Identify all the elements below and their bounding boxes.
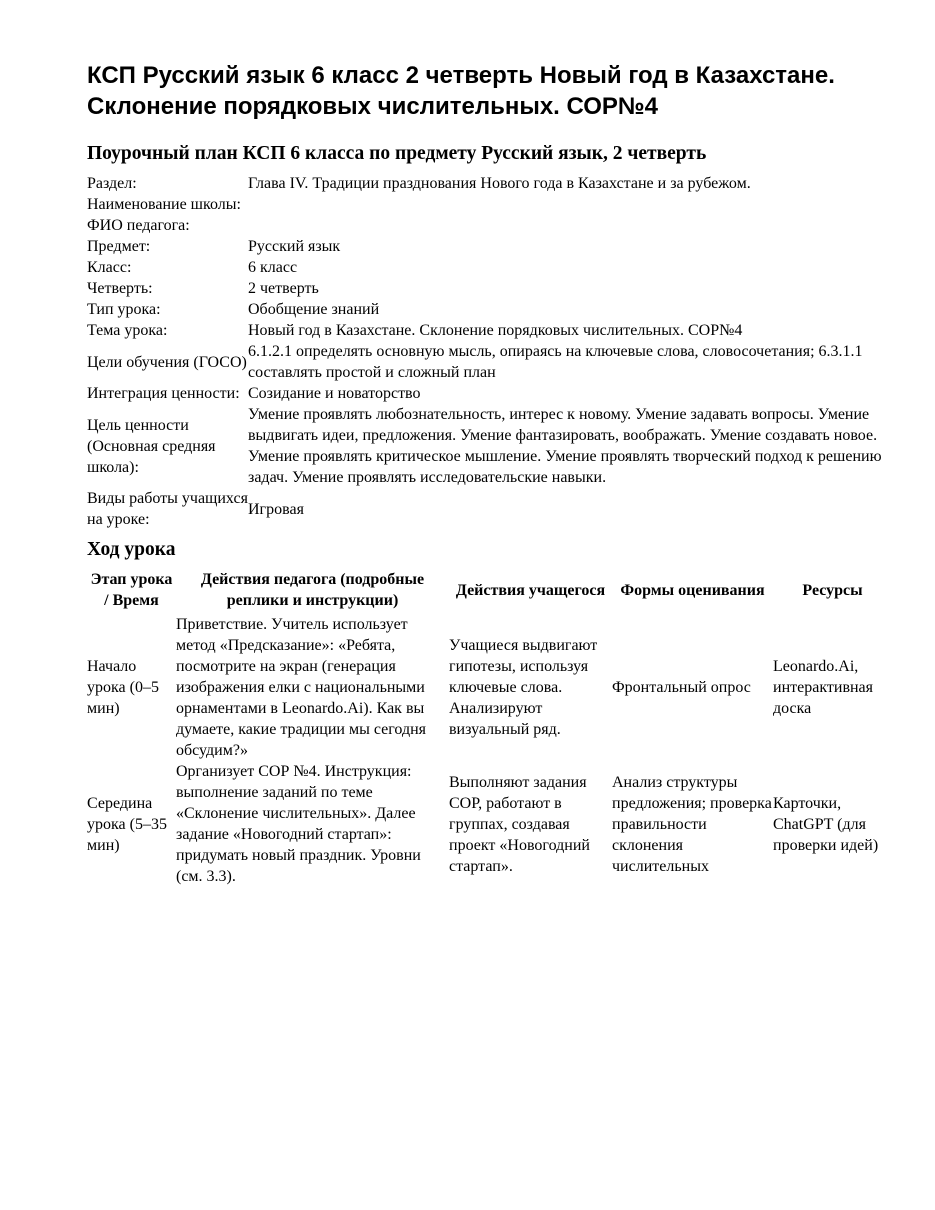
info-value: Созидание и новаторство [248, 385, 421, 402]
document-title: КСП Русский язык 6 класс 2 четверть Новый год в Казахстане. Склонение порядковых числительных. СОР№4 [87, 62, 835, 120]
info-value [248, 215, 892, 236]
info-value: Новый год в Казахстане. Склонение порядковых числительных. СОР№4 [248, 322, 743, 339]
lesson-info-table [87, 173, 892, 530]
info-label: Раздел: [87, 175, 137, 192]
table-cell: Учащиеся выдвигают гипотезы, используя ключевые слова. Анализируют визуальный ряд. [449, 637, 598, 738]
info-label: Класс: [87, 259, 132, 276]
info-label: Цель ценности (Основная средняя школа): [87, 416, 216, 476]
info-row [87, 488, 892, 530]
lesson-heading: Ход урока [87, 539, 176, 560]
document-page [87, 60, 892, 887]
table-header-row [87, 569, 892, 614]
info-label: Наименование школы: [87, 196, 241, 213]
table-cell: Середина урока (5–35 мин) [87, 794, 167, 854]
info-row [87, 257, 892, 278]
info-value: Обобщение знаний [248, 301, 380, 318]
info-label: Цели обучения (ГОСО) [87, 353, 247, 371]
info-value: 2 четверть [248, 280, 319, 297]
info-value: 6.1.2.1 определять основную мысль, опираясь на ключевые слова, словосочетания; 6.3.1.1 составлять простой и сложный план [248, 343, 863, 381]
column-header: Ресурсы [802, 581, 863, 599]
table-row [87, 614, 892, 761]
column-header: Формы оценивания [620, 581, 765, 599]
table-cell: Анализ структуры предложения; проверка правильности склонения числительных [612, 773, 772, 875]
info-label: Предмет: [87, 238, 151, 255]
table-cell: Организует СОР №4. Инструкция: выполнение заданий по теме «Склонение числительных». Далее задание «Новогодний стартап»: придумать новый праздник. Уровни (см. 3.3). [176, 763, 421, 885]
table-cell: Приветствие. Учитель использует метод «Предсказание»: «Ребята, посмотрите на экран (генерация изображения елки с национальными орнаментами в Leonardo.Ai). Как вы думаете, какие традиции мы сегодня обсудим?» [176, 616, 427, 759]
plan-heading: Поурочный план КСП 6 класса по предмету Русский язык, 2 четверть [87, 143, 707, 164]
info-row [87, 341, 892, 383]
column-header: Действия педагога (подробные реплики и инструкции) [200, 571, 425, 609]
info-row [87, 320, 892, 341]
info-label: Интеграция ценности: [87, 385, 240, 402]
table-cell: Карточки, ChatGPT (для проверки идей) [773, 794, 879, 854]
table-cell: Начало урока (0–5 мин) [87, 658, 159, 717]
info-row [87, 404, 892, 488]
info-label: ФИО педагога: [87, 217, 190, 234]
column-header: Этап урока / Время [90, 571, 173, 609]
info-row [87, 194, 892, 215]
table-cell: Фронтальный опрос [612, 679, 751, 696]
info-value [248, 194, 892, 215]
table-cell: Leonardo.Ai, интерактивная доска [773, 658, 874, 717]
info-value: Глава IV. Традиции празднования Нового года в Казахстане и за рубежом. [248, 175, 751, 192]
column-header: Действия учащегося [455, 581, 606, 599]
info-value: 6 класс [248, 259, 298, 276]
info-row [87, 236, 892, 257]
info-label: Тип урока: [87, 301, 161, 318]
info-value: Игровая [248, 500, 304, 518]
info-value: Русский язык [248, 238, 341, 255]
info-row [87, 173, 892, 194]
info-label: Четверть: [87, 280, 153, 297]
info-row [87, 299, 892, 320]
lesson-flow-table [87, 569, 892, 887]
info-row [87, 215, 892, 236]
info-row [87, 383, 892, 404]
info-label: Виды работы учащихся на уроке: [87, 490, 248, 528]
table-row [87, 761, 892, 887]
info-value: Умение проявлять любознательность, интерес к новому. Умение задавать вопросы. Умение выдвигать идеи, предложения. Умение фантазировать, воображать. Умение создавать новое. Умение проявлять критическое мышление. Умение проявлять творческий подход к решению задач. Умение проявлять исследовательские навыки. [248, 406, 882, 486]
info-row [87, 278, 892, 299]
table-cell: Выполняют задания СОР, работают в группах, создавая проект «Новогодний стартап». [449, 773, 590, 875]
info-label: Тема урока: [87, 322, 168, 339]
